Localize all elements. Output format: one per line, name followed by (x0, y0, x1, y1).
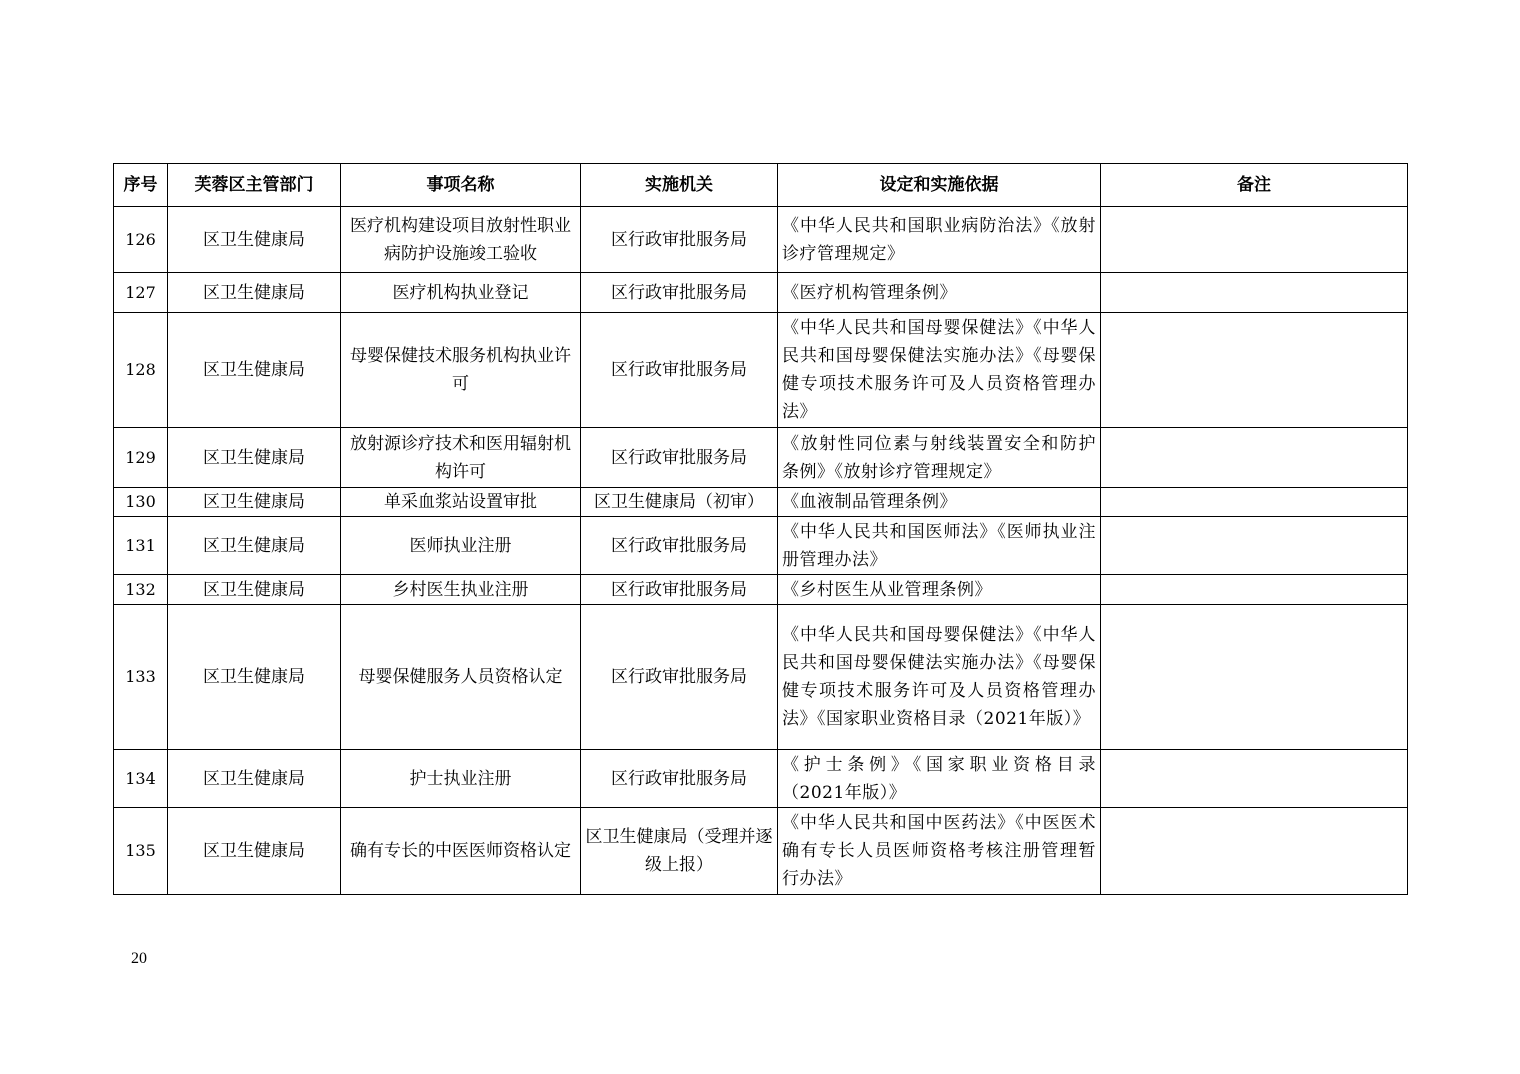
items-table (113, 163, 1408, 895)
row-basis: 《中华人民共和国医师法》《医师执业注册管理办法》 (778, 517, 1101, 575)
row-no: 135 (114, 808, 168, 895)
row-item-name: 护士执业注册 (341, 750, 581, 808)
row-item-name: 确有专长的中医医师资格认定 (341, 808, 581, 895)
row-remark (1101, 808, 1408, 895)
row-remark (1101, 313, 1408, 428)
row-item-name: 母婴保健技术服务机构执业许可 (341, 313, 581, 428)
header-basis: 设定和实施依据 (778, 164, 1101, 207)
table-row (114, 575, 1408, 605)
row-basis: 《中华人民共和国中医药法》《中医医术确有专长人员医师资格考核注册管理暂行办法》 (778, 808, 1101, 895)
row-remark (1101, 207, 1408, 273)
row-agency: 区行政审批服务局 (581, 313, 778, 428)
row-basis: 《医疗机构管理条例》 (778, 273, 1101, 313)
row-department: 区卫生健康局 (168, 750, 341, 808)
header-agency: 实施机关 (581, 164, 778, 207)
row-remark (1101, 605, 1408, 750)
row-basis: 《放射性同位素与射线装置安全和防护条例》《放射诊疗管理规定》 (778, 428, 1101, 488)
row-no: 131 (114, 517, 168, 575)
row-agency: 区行政审批服务局 (581, 273, 778, 313)
row-basis: 《中华人民共和国职业病防治法》《放射诊疗管理规定》 (778, 207, 1101, 273)
table-row (114, 428, 1408, 488)
table-row (114, 605, 1408, 750)
row-basis: 《血液制品管理条例》 (778, 488, 1101, 517)
row-item-name: 母婴保健服务人员资格认定 (341, 605, 581, 750)
row-no: 134 (114, 750, 168, 808)
row-agency: 区卫生健康局（初审） (581, 488, 778, 517)
table-row (114, 808, 1408, 895)
row-remark (1101, 488, 1408, 517)
table-row (114, 313, 1408, 428)
row-no: 126 (114, 207, 168, 273)
table-row (114, 273, 1408, 313)
row-item-name: 放射源诊疗技术和医用辐射机构许可 (341, 428, 581, 488)
table-header-row (114, 164, 1408, 207)
row-item-name: 单采血浆站设置审批 (341, 488, 581, 517)
row-item-name: 医疗机构建设项目放射性职业病防护设施竣工验收 (341, 207, 581, 273)
table-row (114, 207, 1408, 273)
header-no: 序号 (114, 164, 168, 207)
row-agency: 区行政审批服务局 (581, 575, 778, 605)
row-basis: 《护士条例》《国家职业资格目录（2021年版）》 (778, 750, 1101, 808)
header-item-name: 事项名称 (341, 164, 581, 207)
row-department: 区卫生健康局 (168, 605, 341, 750)
row-agency: 区行政审批服务局 (581, 428, 778, 488)
table-row (114, 488, 1408, 517)
row-agency: 区行政审批服务局 (581, 517, 778, 575)
row-remark (1101, 575, 1408, 605)
row-department: 区卫生健康局 (168, 207, 341, 273)
row-department: 区卫生健康局 (168, 575, 341, 605)
table-row (114, 750, 1408, 808)
row-department: 区卫生健康局 (168, 428, 341, 488)
row-item-name: 医疗机构执业登记 (341, 273, 581, 313)
row-no: 132 (114, 575, 168, 605)
row-no: 133 (114, 605, 168, 750)
row-remark (1101, 273, 1408, 313)
row-agency: 区行政审批服务局 (581, 605, 778, 750)
row-basis: 《中华人民共和国母婴保健法》《中华人民共和国母婴保健法实施办法》《母婴保健专项技术服务许可及人员资格管理办法》 (778, 313, 1101, 428)
row-agency: 区卫生健康局（受理并逐级上报） (581, 808, 778, 895)
row-department: 区卫生健康局 (168, 273, 341, 313)
row-remark (1101, 428, 1408, 488)
row-remark (1101, 750, 1408, 808)
row-department: 区卫生健康局 (168, 517, 341, 575)
row-basis: 《乡村医生从业管理条例》 (778, 575, 1101, 605)
row-department: 区卫生健康局 (168, 313, 341, 428)
row-department: 区卫生健康局 (168, 808, 341, 895)
row-no: 129 (114, 428, 168, 488)
row-basis: 《中华人民共和国母婴保健法》《中华人民共和国母婴保健法实施办法》《母婴保健专项技术服务许可及人员资格管理办法》《国家职业资格目录（2021年版）》 (778, 605, 1101, 750)
header-department: 芙蓉区主管部门 (168, 164, 341, 207)
table-row (114, 517, 1408, 575)
header-remark: 备注 (1101, 164, 1408, 207)
row-item-name: 医师执业注册 (341, 517, 581, 575)
row-department: 区卫生健康局 (168, 488, 341, 517)
row-no: 130 (114, 488, 168, 517)
row-item-name: 乡村医生执业注册 (341, 575, 581, 605)
page-number: 20 (131, 950, 147, 967)
row-agency: 区行政审批服务局 (581, 750, 778, 808)
row-remark (1101, 517, 1408, 575)
row-agency: 区行政审批服务局 (581, 207, 778, 273)
row-no: 127 (114, 273, 168, 313)
row-no: 128 (114, 313, 168, 428)
